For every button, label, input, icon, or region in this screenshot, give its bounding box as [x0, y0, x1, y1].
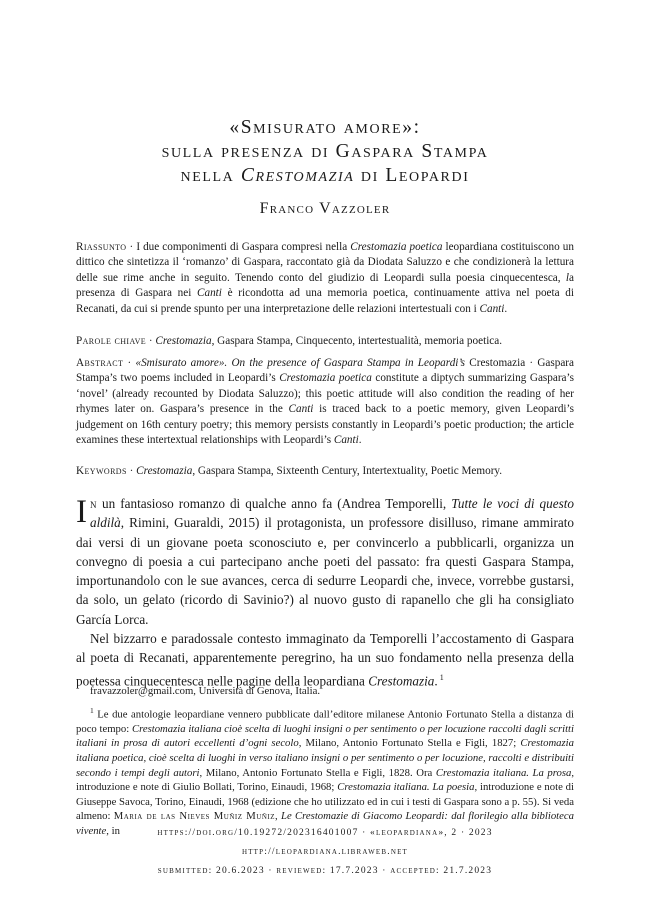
body-text — [76, 494, 574, 690]
footnote-1: $^1$ Le due antologie leopardiane vennero pubblicate dall’editore milanese Antonio Fortunato Stella a distanza di poco tempo: Crestomazia italiana cioè scelta di luoghi insigni o per sentimento o per locuzione raccolti dagli scritti italiani in prosa di autori eccellenti d’ogni secolo, Milano, Antonio Fortunato Stella e Figli, 1827; Crestomazia italiana poetica, cioè scelta di luoghi in verso italiano insigni o per sentimento o per locuzione, raccolti e distribuiti secondo i tempi degli autori, Milano, Antonio Fortunato Stella e Figli, 1828. Ora Crestomazia italiana. La prosa, introduzione e note di Giulio Bollati, Torino, Einaudi, 1968; Crestomazia italiana. La poesia, introduzione e note di Giuseppe Savoca, Torino, Einaudi, 1968 (edizione che ho utilizzato ed in cui i testi di Gaspara sono a p. 55). Si veda almeno: Maria de las Nieves Muñiz Muñiz, Le Crestomazie di Giacomo Leopardi: dal florilegio alla biblioteca vivente, in — [76, 705, 574, 837]
keywords: Keywords · Crestomazia, Gaspara Stampa, Sixteenth Century, Intertextuality, Poetic Memory. — [76, 465, 503, 477]
author-name: Franco Vazzoler — [259, 200, 391, 217]
body-paragraph-1: In un fantasioso romanzo di qualche anno fa (Andrea Temporelli, Tutte le voci di questo aldilà, Rimini, Guaraldi, 2015) il protagonista, un professore disilluso, rimane ammirato dai versi di un giovane poeta sconosciuto e, per convincerlo a pubblicarli, organizza un convegno di poesia a cui partecipano anche poeti del passato: fra questi Gaspara Stampa, importunandolo con le sue avances, cerca di sedurre Leopardi che, invece, vorrebbe gustarsi, da solo, un gelato (ricordo di Savinio?) al nuovo gusto di rapanello che gli ha consigliato García Lorca. — [76, 494, 574, 627]
title-line-1: «Smisurato amore»: — [229, 117, 421, 138]
submission-dates: submitted: 20.6.2023 · reviewed: 17.7.2023 · accepted: 21.7.2023 — [157, 866, 493, 876]
riassunto: Riassunto · I due componimenti di Gaspara compresi nella Crestomazia poetica leopardiana costituiscono un dittico che sintetizza il ‘romanzo’ di Gaspara, raccontato già da Diodata Saluzzo e che condizionerà la lettura delle sue rime anche in seguito. Tenendo conto del giudizio di Leopardi sulla poesia cinquecentesca, la presenza di Gaspara nei Canti è ricondotta ad una memoria poetica, continuamente attiva nel poeta di Recanati, da cui si prende spunto per una interpretazione delle relazioni intertestuali con i Canti. — [76, 241, 574, 315]
riassunto-label: Riassunto — [76, 241, 127, 253]
author-contact: fravazzoler@gmail.com, Università di Genova, Italia. — [90, 685, 321, 697]
body-paragraph-2: Nel bizzarro e paradossale contesto immaginato da Temporelli l’accostamento di Gaspara al poeta di Recanati, apparentemente peregrino, ha un suo fondamento nella presenza della poetessa cinquecentesca nelle pagine della leopardiana Crestomazia. $^1$ — [76, 631, 574, 689]
title-line-2: sulla presenza di Gaspara Stampa — [161, 141, 489, 162]
footnotes — [76, 684, 574, 839]
parole-chiave-label: Parole chiave — [76, 335, 147, 347]
article-title — [0, 116, 650, 188]
parole-chiave: Parole chiave · Crestomazia, Gaspara Stampa, Cinquecento, intertestualità, memoria poetica. — [76, 335, 503, 347]
title-line-3: nella Crestomazia di Leopardi — [180, 165, 470, 186]
abstract-label: Abstract — [76, 357, 124, 369]
keywords-label: Keywords — [76, 465, 127, 477]
drop-cap: I — [76, 494, 87, 530]
abstract: Abstract · «Smisurato amore». On the presence of Gaspara Stampa in Leopardi’s Crestomazia · Gaspara Stampa’s two poems included in Leopardi’s Crestomazia poetica constitute a diptych summarizing Gaspara’s ‘novel’ (already recounted by Diodata Saluzzo); this poetic attitude will also condition the reading of her rhymes later on. Gaspara’s presence in the Canti is traced back to a poetic memory, given Leopardi’s judgement on 16th century poetry; this memory persists constantly in Leopardi’s poetic production; the article examines these intertextual relationships with Leopardi’s Canti. — [76, 357, 574, 447]
doi-line[interactable]: https://doi.org/10.19272/202316401007 · «leopardiana», 2 · 2023 — [157, 828, 493, 838]
footnote-ref-1[interactable]: 1 — [437, 672, 444, 682]
journal-url[interactable]: http://leopardiana.libraweb.net — [241, 847, 409, 857]
